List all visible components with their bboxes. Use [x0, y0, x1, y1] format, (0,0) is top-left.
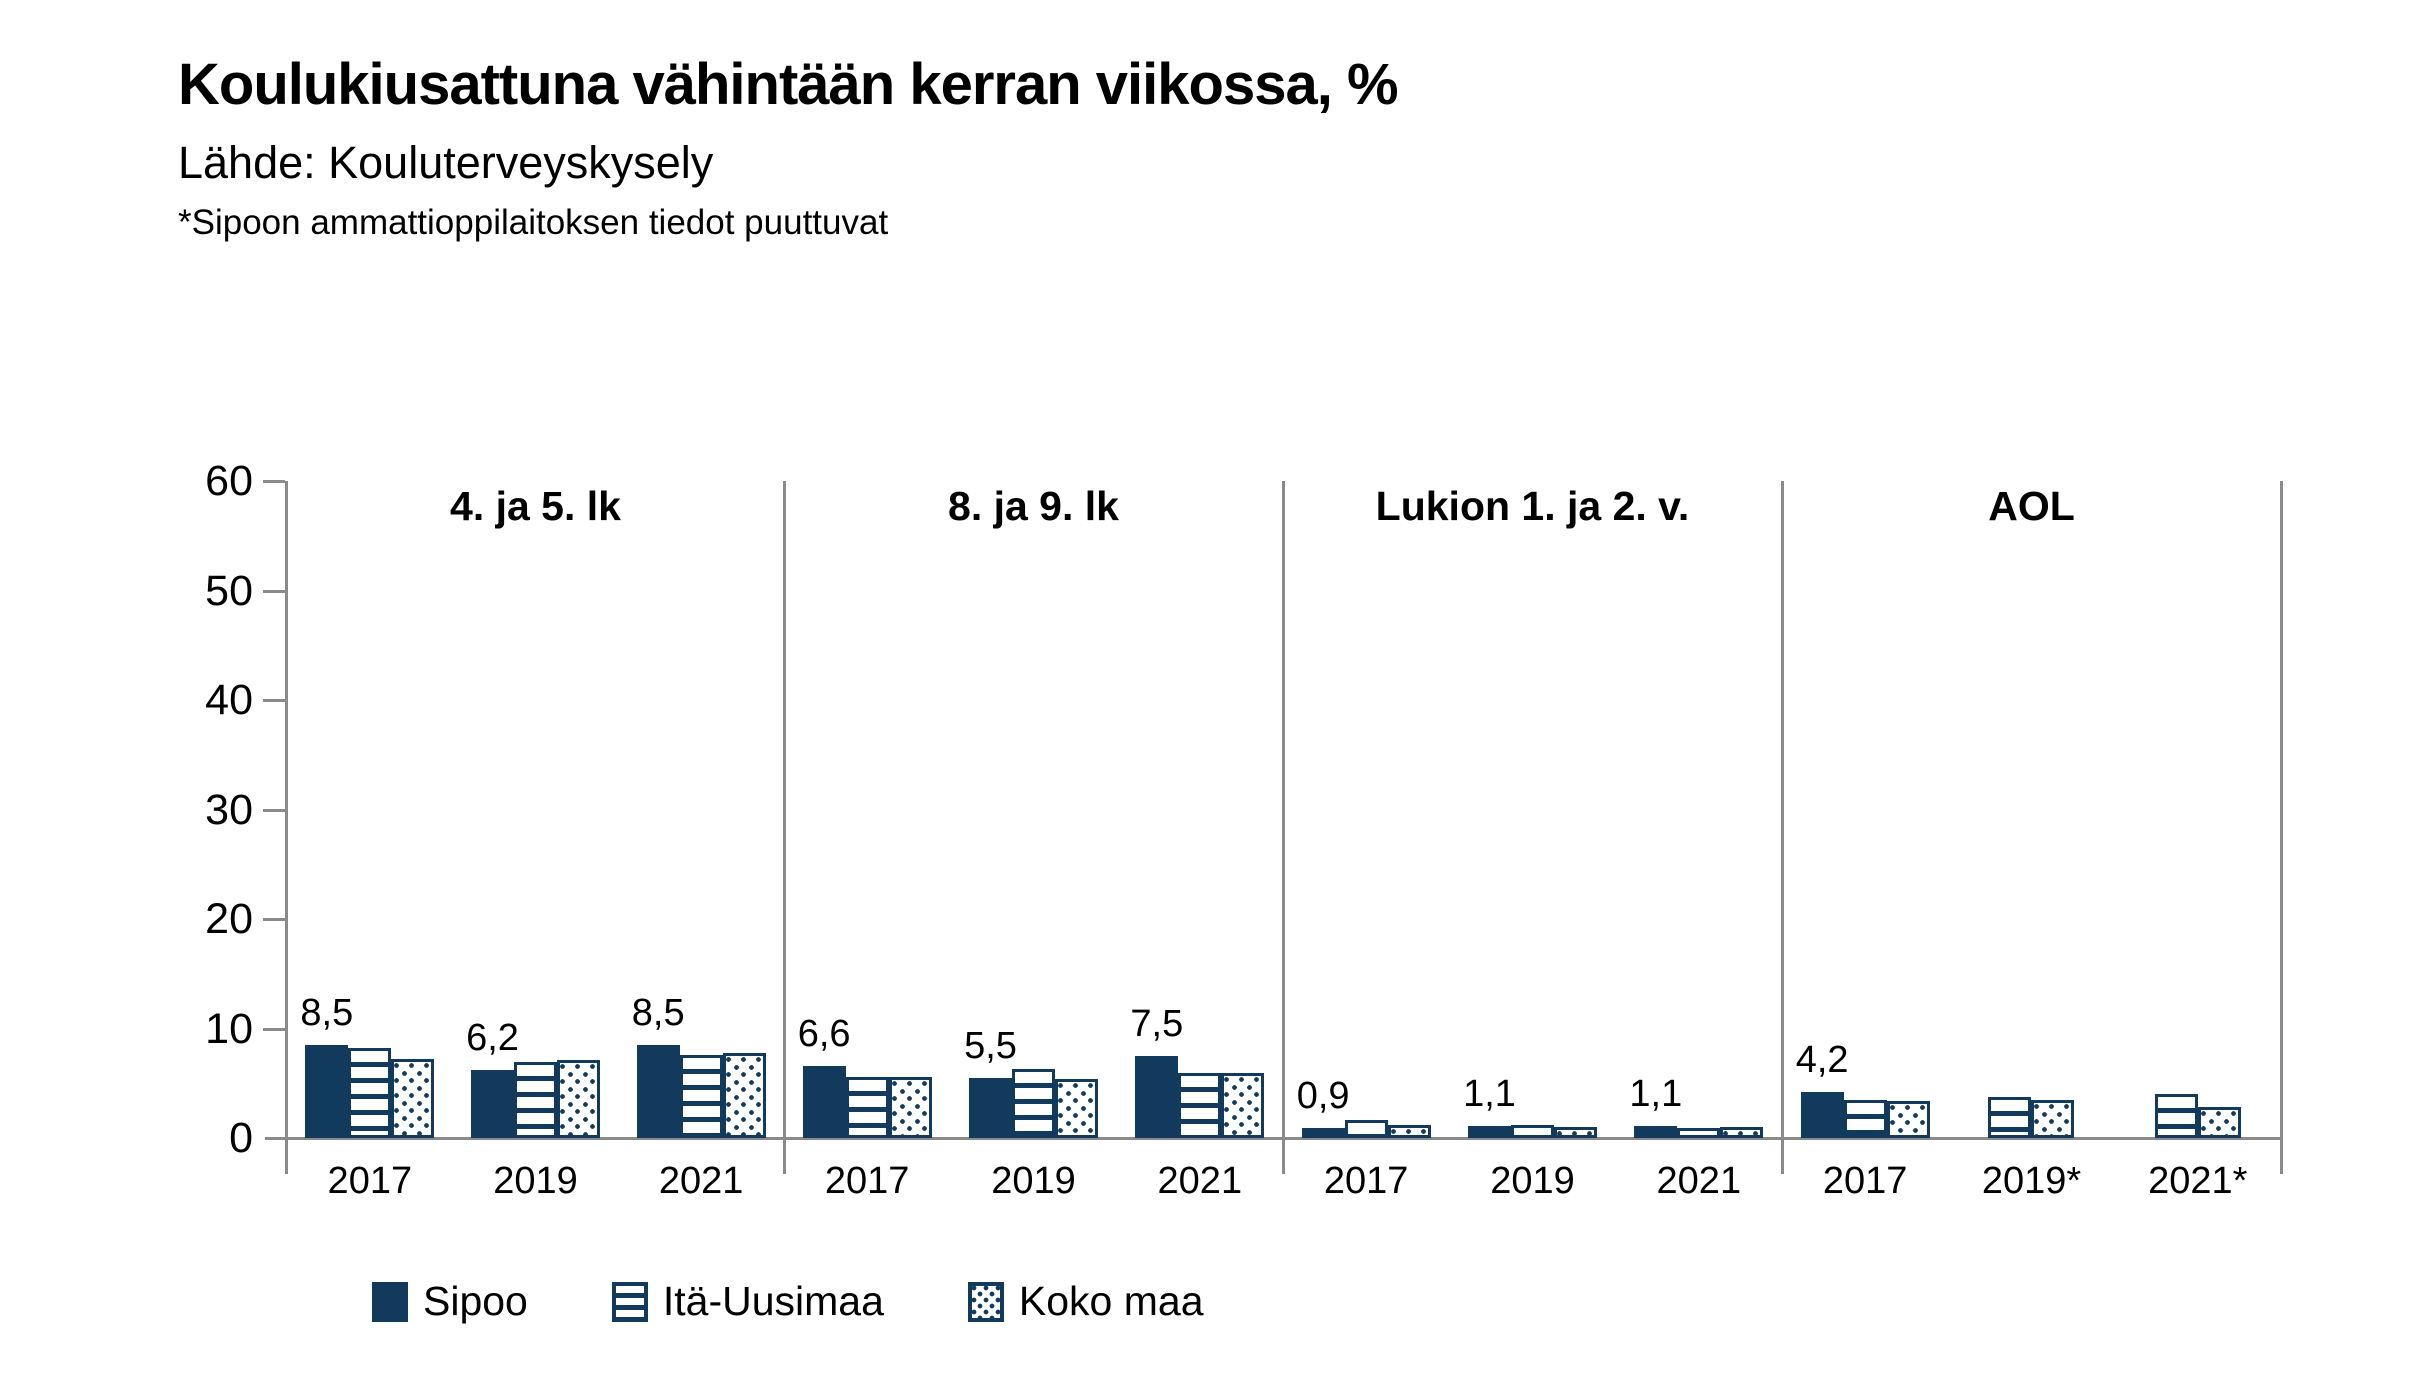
bar-sipoo [300, 992, 354, 1138]
bar-it-uusimaa [514, 1062, 557, 1138]
bar-sipoo [797, 1013, 851, 1138]
chart-panel [1283, 481, 1782, 1202]
bar-it-uusimaa [348, 1048, 391, 1138]
panels-container [287, 481, 2281, 1202]
x-axis-category-label: 2017 [824, 1160, 910, 1202]
panel-groups [1283, 481, 1782, 1202]
bar-sipoo [1463, 1073, 1516, 1138]
y-axis-tick-label: 60 [205, 457, 253, 505]
bar-group [618, 481, 784, 1202]
y-axis-tick [263, 918, 285, 921]
bar-it-uusimaa [1345, 1120, 1388, 1138]
bar-it-uusimaa [1178, 1073, 1221, 1138]
bar-group [1782, 481, 1948, 1202]
x-axis-category-label: 2019* [1981, 1160, 2082, 1202]
chart-panel [784, 481, 1283, 1202]
y-axis-tick [263, 1028, 285, 1031]
bar-it-uusimaa [1988, 1097, 2031, 1138]
y-axis-tick-label: 0 [229, 1114, 253, 1162]
x-axis-category-label: 2019 [493, 1160, 578, 1202]
bar-group [1948, 481, 2114, 1202]
legend-label-sipoo: Sipoo [423, 1278, 528, 1324]
x-axis-category-label: 2021* [2148, 1160, 2248, 1202]
bar-sipoo [1795, 1039, 1849, 1138]
bar-sipoo [1296, 1075, 1350, 1138]
bar-value-label: 8,5 [300, 992, 354, 1034]
bar-value-label: 5,5 [964, 1025, 1017, 1067]
bar-koko-maa [2031, 1100, 2074, 1138]
x-axis-category-label: 2017 [327, 1160, 413, 1202]
x-axis-category-label: 2019 [1490, 1160, 1575, 1202]
x-axis-category-label: 2021 [658, 1160, 744, 1202]
bar-group [453, 481, 619, 1202]
legend-item-ita-uusimaa [612, 1278, 884, 1325]
y-axis-tick-label: 50 [205, 566, 253, 615]
bar-koko-maa [557, 1060, 600, 1138]
x-axis-category-label: 2017 [1822, 1160, 1908, 1202]
panel-header: Lukion 1. ja 2. v. [1375, 483, 1690, 529]
bar-it-uusimaa [1511, 1125, 1554, 1138]
bar-it-uusimaa [1677, 1128, 1720, 1138]
bar-sipoo [964, 1025, 1017, 1138]
bar-it-uusimaa [846, 1077, 889, 1138]
chart-source: Lähde: Kouluterveyskysely [178, 136, 714, 188]
bar-group [1616, 481, 1782, 1202]
bar-value-label: 4,2 [1795, 1039, 1849, 1081]
chart-panel [1782, 481, 2281, 1202]
chart-title: Koulukiusattuna vähintään kerran viikossa, % [178, 52, 1398, 117]
bar-koko-maa [1055, 1079, 1098, 1138]
x-axis-category-label: 2019 [991, 1160, 1076, 1202]
panel-groups [1782, 481, 2281, 1202]
chart-panel [287, 481, 784, 1202]
bar-koko-maa [1221, 1073, 1264, 1138]
legend-swatch-striped-icon [612, 1282, 648, 1322]
bar-koko-maa [1720, 1127, 1763, 1138]
bar-it-uusimaa [1844, 1100, 1887, 1138]
bar-value-label: 6,6 [797, 1013, 851, 1055]
bar-koko-maa [723, 1053, 766, 1138]
bar-koko-maa [1554, 1127, 1597, 1138]
bar-group [784, 481, 950, 1202]
bar-value-label: 1,1 [1463, 1073, 1516, 1115]
bar-it-uusimaa [2155, 1094, 2198, 1138]
x-axis-category-label: 2021 [1157, 1160, 1243, 1202]
bar-it-uusimaa [1012, 1069, 1055, 1138]
bar-it-uusimaa [680, 1055, 723, 1138]
bar-sipoo [466, 1017, 519, 1138]
y-axis-tick-label: 10 [205, 1004, 253, 1053]
y-axis-tick [263, 590, 285, 593]
bar-sipoo [631, 992, 685, 1138]
y-axis-tick [263, 809, 285, 812]
panel-header: AOL [1988, 483, 2075, 529]
bar-group [2115, 481, 2281, 1202]
bar-value-label: 8,5 [631, 992, 685, 1034]
bar-koko-maa [1388, 1125, 1431, 1138]
bar-group [950, 481, 1116, 1202]
panel-groups [784, 481, 1283, 1202]
bar-koko-maa [889, 1077, 932, 1138]
bar-group [1283, 481, 1449, 1202]
bar-value-label: 0,9 [1296, 1075, 1350, 1117]
bar-value-label: 7,5 [1130, 1003, 1184, 1045]
x-axis-category-label: 2021 [1656, 1160, 1742, 1202]
bar-sipoo [1629, 1073, 1683, 1138]
chart-legend [372, 1278, 1204, 1325]
legend-swatch-solid-icon [372, 1282, 408, 1322]
chart-footnote: *Sipoon ammattioppilaitoksen tiedot puuttuvat [178, 202, 889, 242]
bar-koko-maa [2198, 1107, 2241, 1138]
bar-koko-maa [391, 1059, 434, 1138]
legend-item-koko-maa [968, 1278, 1204, 1325]
bar-value-label: 6,2 [466, 1017, 519, 1059]
bar-koko-maa [1887, 1101, 1930, 1138]
panel-header: 4. ja 5. lk [450, 483, 621, 529]
bar-sipoo [1130, 1003, 1184, 1138]
legend-label-koko-maa: Koko maa [1018, 1278, 1204, 1324]
bar-value-label: 1,1 [1629, 1073, 1683, 1115]
y-axis-tick-label: 20 [205, 895, 253, 943]
bar-group [287, 481, 453, 1202]
y-axis-tick [263, 699, 285, 702]
legend-swatch-dotted-icon [968, 1282, 1004, 1322]
bar-group [1449, 481, 1615, 1202]
panel-header: 8. ja 9. lk [948, 483, 1119, 529]
x-axis-category-label: 2017 [1323, 1160, 1409, 1202]
bar-group [1117, 481, 1283, 1202]
y-axis-tick-label: 30 [205, 785, 253, 834]
y-axis-tick [263, 480, 285, 483]
legend-item-sipoo [372, 1278, 528, 1325]
legend-label-ita-uusimaa: Itä-Uusimaa [662, 1278, 884, 1324]
y-axis-tick-label: 40 [205, 676, 253, 724]
panel-groups [287, 481, 784, 1202]
